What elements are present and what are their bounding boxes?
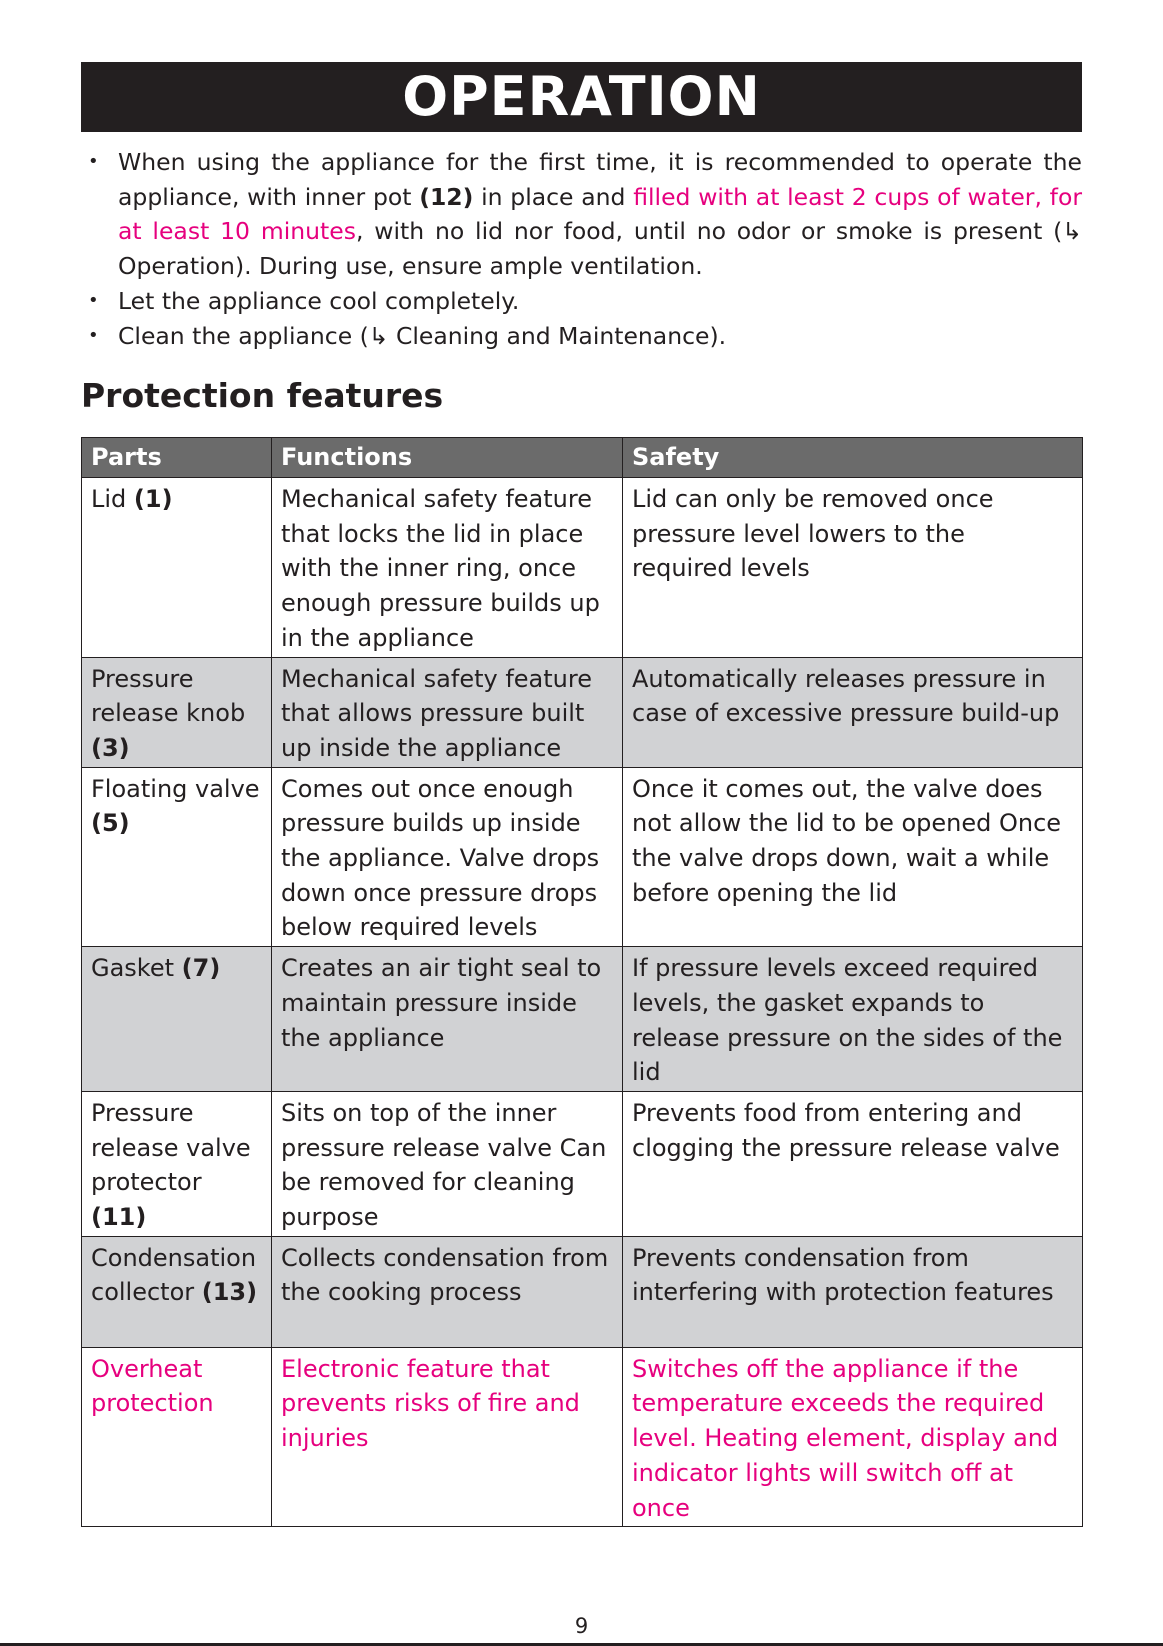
safety-cell: Prevents food from entering and clogging the pressure release valve — [623, 1091, 1083, 1236]
safety-cell: Once it comes out, the valve does not allow the lid to be opened Once the valve drops down, wait a while before opening the lid — [623, 767, 1083, 947]
part-cell: Floating valve (5) — [82, 767, 272, 947]
safety-cell: Prevents condensation from interfering with protection features — [623, 1236, 1083, 1347]
intro-bullet-list — [88, 145, 1082, 353]
highlighted-text: filled with at least 2 cups of water, for at least 10 minutes — [118, 182, 1082, 246]
list-item — [88, 145, 1082, 284]
bullet-text: When using the appliance for the first time, it is recommended to operate the appliance, with inner pot — [118, 148, 1082, 211]
safety-cell: Switches off the appliance if the temperature exceeds the required level. Heating element, display and indicator lights will switch off at once — [623, 1347, 1083, 1527]
column-header-functions: Functions — [272, 438, 623, 478]
section-title: Protection features — [81, 376, 444, 415]
function-cell: Sits on top of the inner pressure release valve Can be removed for cleaning purpose — [272, 1091, 623, 1236]
part-cell: Lid (1) — [82, 478, 272, 658]
part-cell: Condensation collector (13) — [82, 1236, 272, 1347]
part-reference: (12) — [419, 182, 474, 211]
safety-cell: Lid can only be removed once pressure level lowers to the required levels — [623, 478, 1083, 658]
page-title-banner — [81, 62, 1082, 132]
page-title: OPERATION — [402, 65, 761, 128]
function-cell: Mechanical safety feature that locks the lid in place with the inner ring, once enough pressure builds up in the appliance — [272, 478, 623, 658]
table-row — [82, 947, 1083, 1092]
table-row — [82, 657, 1083, 767]
function-cell: Electronic feature that prevents risks of fire and injuries — [272, 1347, 623, 1527]
part-cell: Pressure release valve protector (11) — [82, 1091, 272, 1236]
bullet-text: , with no lid nor food, until no odor or smoke is present (↳ Operation). During use, ensure ample ventilation. — [118, 217, 1082, 281]
function-cell: Creates an air tight seal to maintain pressure inside the appliance — [272, 947, 623, 1092]
safety-cell: Automatically releases pressure in case of excessive pressure build-up — [623, 657, 1083, 767]
page-number: 9 — [574, 1614, 589, 1638]
bullet-icon: • — [88, 151, 99, 172]
table-row — [82, 1236, 1083, 1347]
function-cell: Mechanical safety feature that allows pressure built up inside the appliance — [272, 657, 623, 767]
table-row — [82, 478, 1083, 658]
part-cell: Overheat protection — [82, 1347, 272, 1527]
bullet-icon: • — [88, 324, 99, 346]
list-item — [88, 284, 1082, 319]
protection-features-table — [81, 437, 1083, 1527]
part-cell: Pressure release knob (3) — [82, 657, 272, 767]
table-row — [82, 1091, 1083, 1236]
bullet-text: in place and — [473, 182, 634, 211]
column-header-safety: Safety — [623, 438, 1083, 478]
part-cell: Gasket (7) — [82, 947, 272, 1092]
function-cell: Comes out once enough pressure builds up inside the appliance. Valve drops down once pressure drops below required levels — [272, 767, 623, 947]
column-header-parts: Parts — [82, 438, 272, 478]
table-row — [82, 767, 1083, 947]
table-header-row — [82, 438, 1083, 478]
bullet-text: Let the appliance cool completely. — [118, 286, 520, 315]
safety-cell: If pressure levels exceed required levels, the gasket expands to release pressure on the sides of the lid — [623, 947, 1083, 1092]
function-cell: Collects condensation from the cooking process — [272, 1236, 623, 1347]
list-item — [88, 319, 1082, 354]
bullet-text: Clean the appliance (↳ Cleaning and Maintenance). — [118, 321, 727, 350]
table-row — [82, 1347, 1083, 1527]
bullet-icon: • — [88, 289, 99, 311]
